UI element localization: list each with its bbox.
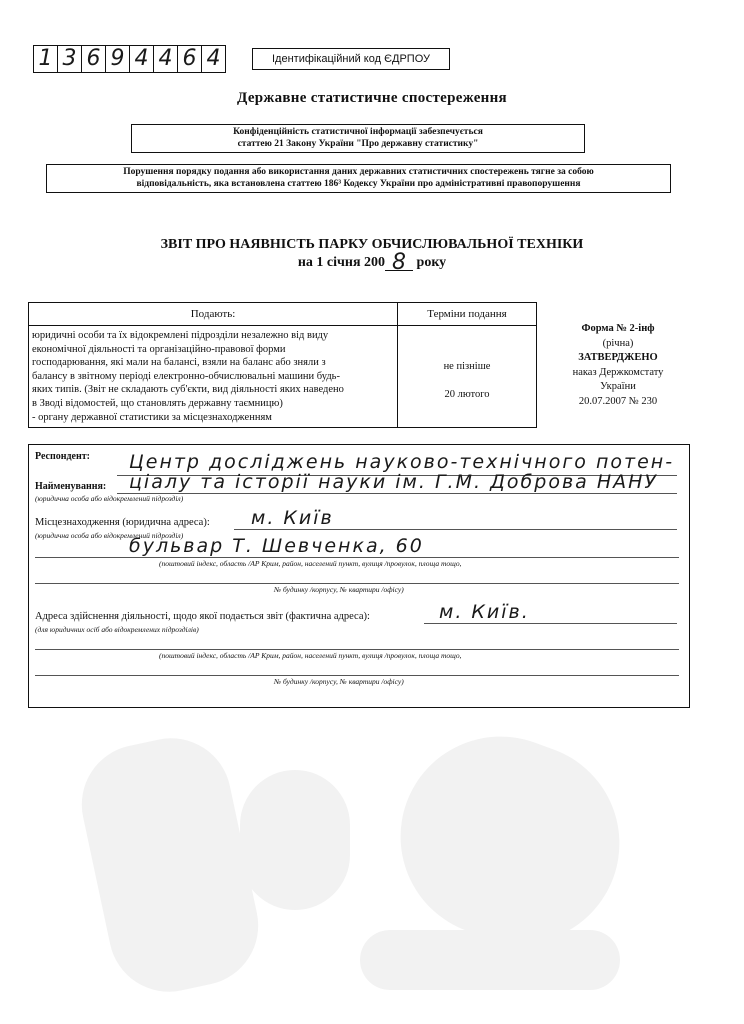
scan-smudge (360, 930, 620, 990)
confidentiality-notice (131, 124, 585, 153)
street-value[interactable]: бульвар Т. Шевченка, 60 (129, 535, 424, 557)
submitters-line: - органу державної статистики за місцезнаходженням (32, 411, 272, 423)
fill-line (35, 675, 679, 676)
respondent-name-line-1[interactable]: Центр досліджень науково-технічного потен- (129, 451, 675, 473)
violation-line-2: відповідальність, яка встановлена статтею 186³ Кодексу України про адміністративні правопорушення (136, 179, 581, 189)
violation-line-1: Порушення порядку подання або використання даних державних статистичних спостережень тягне за собою (123, 167, 594, 177)
scan-smudge (71, 727, 270, 1003)
edrpou-digit-1[interactable]: 1 (34, 46, 58, 72)
fill-line (35, 557, 679, 558)
deadline-line-2: 20 лютого (444, 389, 490, 400)
edrpou-digit-3[interactable]: 6 (82, 46, 106, 72)
edrpou-digit-5[interactable]: 4 (130, 46, 154, 72)
edrpou-digit-6[interactable]: 4 (154, 46, 178, 72)
edrpou-digit-8[interactable]: 4 (206, 46, 221, 71)
fill-line (117, 493, 677, 494)
location-value[interactable]: м. Київ (251, 507, 334, 529)
report-date-prefix: на 1 січня 200 (297, 255, 386, 270)
address-hint: (поштовий індекс, область /АР Крим, район, населений пункт, вулиця /провулок, площа тощо, (159, 559, 462, 568)
edrpou-digit-4[interactable]: 9 (106, 46, 130, 72)
report-title: ЗВІТ ПРО НАЯВНІСТЬ ПАРКУ ОБЧИСЛЮВАЛЬНОЇ ТЕХНІКИ (160, 237, 584, 252)
building-hint-2: № будинку /корпусу, № квартири /офісу) (274, 677, 404, 686)
form-info (548, 322, 688, 409)
report-year-field[interactable]: 8 (385, 256, 413, 271)
location-hint: (юридична особа або відокремлений підрозділ) (35, 531, 184, 540)
name-hint: (юридична особа або відокремлений підрозділ) (35, 494, 184, 503)
fill-line (234, 529, 677, 530)
fill-line (424, 623, 677, 624)
scan-smudge (240, 770, 350, 910)
respondent-section (28, 444, 690, 708)
submitters-line: яких типів. (Звіт не складають суб'єкти, вид діяльності яких наведено (32, 384, 344, 396)
location-label: Місцезнаходження (юридична адреса): (35, 517, 210, 528)
actual-address-label: Адреса здійснення діяльності, щодо якої подається звіт (фактична адреса): (35, 611, 370, 622)
form-period: (річна) (602, 337, 634, 349)
building-hint: № будинку /корпусу, № квартири /офісу) (274, 585, 404, 594)
violation-notice (46, 164, 671, 193)
submitters-line: балансу в звітному періоді електронно-обчислювальні машини будь- (32, 370, 340, 382)
form-number: Форма № 2-інф (581, 323, 655, 334)
edrpou-code-boxes (33, 45, 226, 73)
submitters-line: в Зводі відомостей, що становлять державну таємницю) (32, 397, 283, 409)
form-order: наказ Держкомстату (572, 366, 664, 378)
header-deadline: Терміни подання (427, 308, 507, 320)
address-hint-2: (поштовий індекс, область /АР Крим, район, населений пункт, вулиця /провулок, площа тощо, (159, 651, 462, 660)
respondent-name-line-2[interactable]: ціалу та історії науки ім. Г.М. Доброва НАНУ (129, 471, 658, 493)
edrpou-label: Ідентифікаційний код ЄДРПОУ (252, 48, 450, 70)
actual-address-hint: (для юридичних осіб або відокремлених підрозділів) (35, 625, 199, 634)
actual-address-value[interactable]: м. Київ. (439, 601, 530, 623)
respondent-label: Респондент: (35, 451, 90, 462)
form-country: України (600, 381, 636, 392)
submitters-line: економічної діяльності та організаційно-правової форми (32, 343, 286, 355)
form-approved: ЗАТВЕРДЖЕНО (578, 352, 658, 363)
header-submitters: Подають: (190, 308, 236, 320)
page-title: Державне статистичне спостереження (237, 90, 507, 106)
submission-table (28, 302, 537, 428)
deadline-line-1: не пізніше (443, 361, 491, 372)
edrpou-digit-7[interactable]: 6 (178, 46, 202, 72)
edrpou-digit-2[interactable]: 3 (58, 46, 82, 72)
name-label: Найменування: (35, 481, 107, 492)
confidentiality-line-2: статтею 21 Закону України "Про державну статистику" (237, 139, 479, 149)
fill-line (35, 649, 679, 650)
submitters-line: юридичні особи та їх відокремлені підрозділи незалежно від виду (32, 330, 329, 341)
report-date-suffix: року (416, 255, 447, 270)
fill-line (35, 583, 679, 584)
report-date (0, 250, 744, 275)
confidentiality-line-1: Конфіденційність статистичної інформації забезпечується (233, 127, 483, 137)
form-date-number: 20.07.2007 № 230 (578, 395, 658, 407)
submitters-line: господарювання, які мали на балансі, взяли на баланс або зняли з (32, 357, 326, 369)
submitters-text (32, 329, 394, 424)
